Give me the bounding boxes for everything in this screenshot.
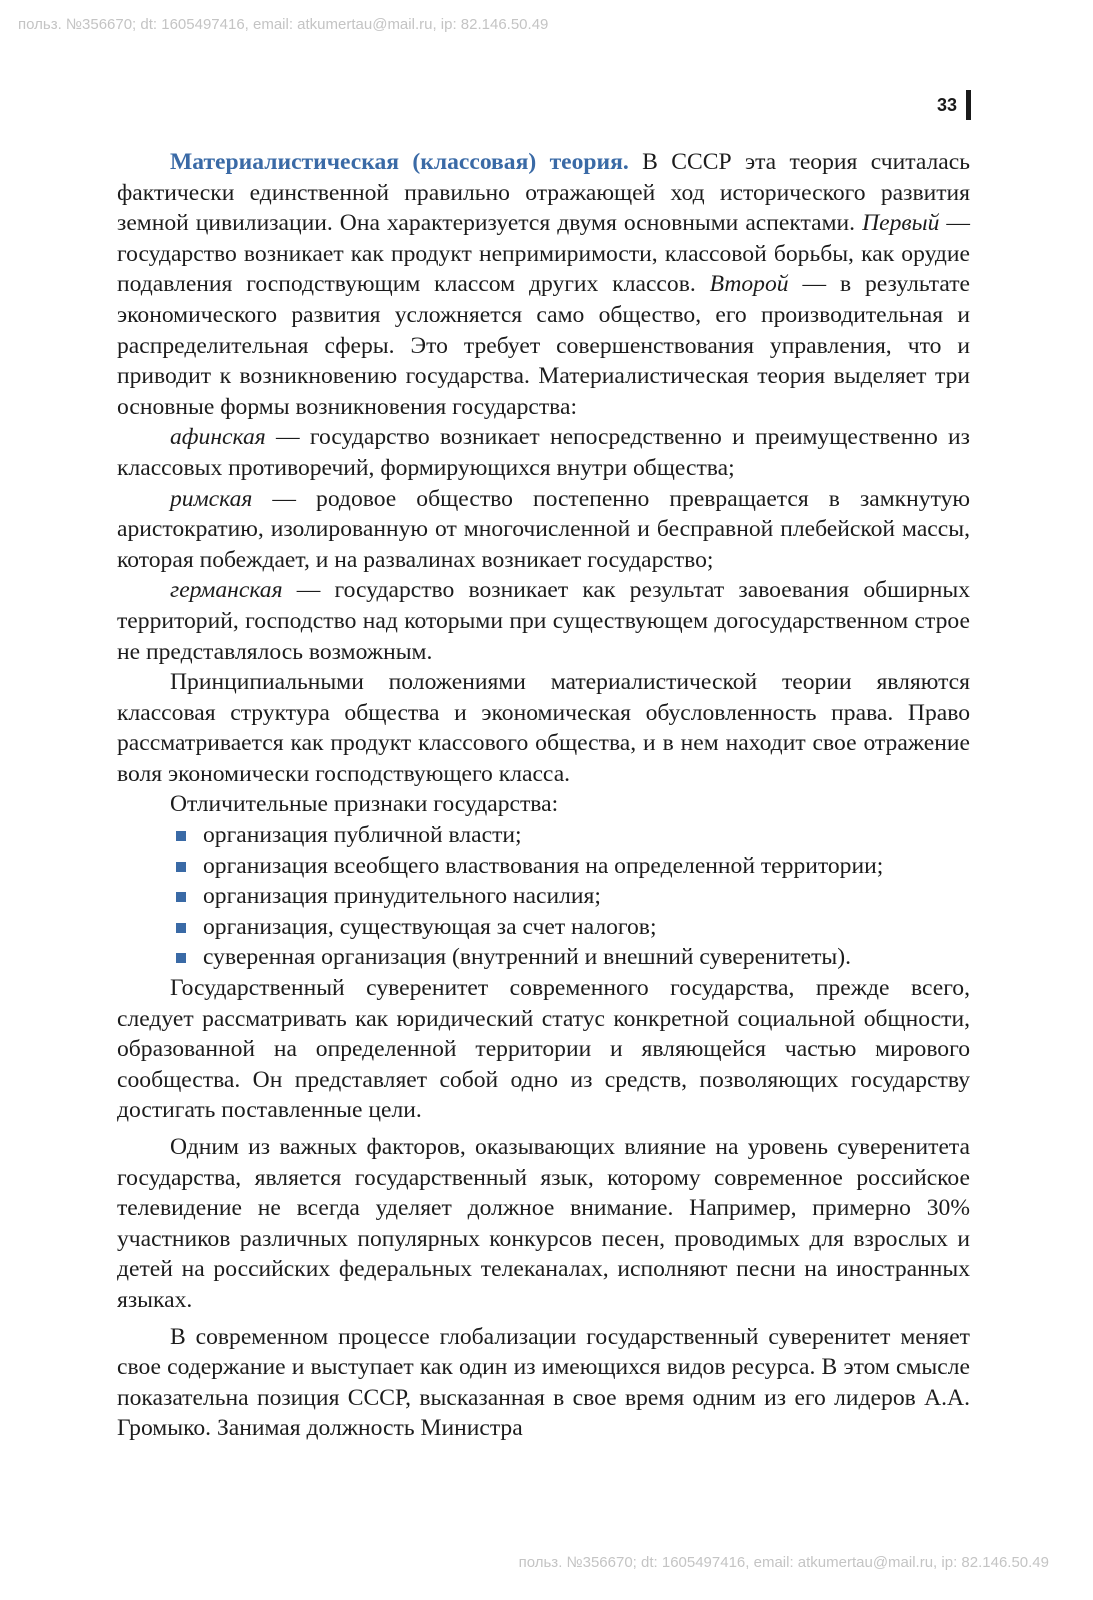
form-roman — [117, 484, 970, 576]
page-number-label: 33 — [936, 94, 957, 115]
globalization-paragraph: В современном процессе глобализации государственный суверенитет меняет свое содержание и выступает как один из имеющихся видов ресурса. В этом смысле показательна позиция СССР, высказанная в свое время одним из его лидеров А.А. Громыко. Занимая должность Министра — [117, 1323, 970, 1442]
intro-text-2: — государство возникает как продукт непримиримости, классовой борьбы, как орудие подавления господствующим классом других классов. — [117, 210, 970, 298]
form-athenian — [117, 422, 970, 483]
features-list — [117, 820, 970, 973]
watermark-bottom: польз. №356670; dt: 1605497416, email: atkumertau@mail.ru, ip: 82.146.50.49 — [518, 1554, 1049, 1571]
list-item-text: организация принудительного насилия; — [203, 883, 601, 910]
watermark-top: польз. №356670; dt: 1605497416, email: atkumertau@mail.ru, ip: 82.146.50.49 — [18, 16, 549, 33]
list-item-text: организация публичной власти; — [203, 822, 522, 849]
form-term: афинская — [170, 424, 266, 451]
page-number-bar — [966, 90, 971, 120]
form-term: римская — [170, 485, 253, 512]
square-bullet-icon — [176, 862, 186, 872]
intro-term-second: Второй — [709, 271, 789, 298]
section-heading: Материалистическая (классовая) теория. — [170, 149, 629, 175]
page-number — [937, 90, 971, 120]
features-title: Отличительные признаки государства: — [170, 791, 559, 818]
language-paragraph: Одним из важных факторов, оказывающих влияние на уровень суверенитета государства, является государственный язык, которому современное российское телевидение не всегда уделяет должное внимание. Например, примерно 30% участников различных популярных конкурсов песен, проводимых для взрослых и детей на российских федеральных телеканалах, исполняют песни на иностранных языках. — [117, 1134, 970, 1313]
list-item — [117, 851, 970, 882]
form-germanic — [117, 575, 970, 667]
intro-text-1: В СССР эта теория считалась фактически единственной правильно отражающей ход исторического развития земной цивилизации. Она характеризуется двумя основными аспектами. — [117, 149, 970, 237]
page-body — [117, 147, 970, 1444]
square-bullet-icon — [176, 831, 186, 841]
square-bullet-icon — [176, 953, 186, 963]
principles-paragraph: Принципиальными положениями материалистической теории являются классовая структура общества и экономическая обусловленность права. Право рассматривается как продукт классового общества, и в нем находит свое отражение воля экономически господствующего класса. — [117, 669, 970, 787]
list-item — [117, 881, 970, 912]
form-text: — государство возникает непосредственно и преимущественно из классовых противоречий, формирующихся внутри общества; — [117, 424, 970, 481]
list-item — [117, 820, 970, 851]
list-item — [117, 942, 970, 973]
list-item-text: организация, существующая за счет налогов; — [203, 913, 657, 940]
list-item — [117, 912, 970, 943]
list-item-text: суверенная организация (внутренний и внешний суверенитеты). — [203, 944, 852, 971]
sovereignty-paragraph: Государственный суверенитет современного государства, прежде всего, следует рассматривать как юридический статус конкретной социальной общности, образованной на определенной территории и являющейся частью мирового сообщества. Он представляет собой одно из средств, позволяющих государству достигать поставленные цели. — [117, 975, 970, 1124]
form-text: — государство возникает как результат завоевания обширных территорий, господство над которыми при существующем догосударственном строе не представлялось возможным. — [117, 577, 970, 665]
intro-term-first: Первый — [862, 210, 940, 237]
square-bullet-icon — [176, 892, 186, 902]
intro-text-3: — в результате экономического развития усложняется само общество, его производительная и распределительная сферы. Это требует совершенствования управления, что и приводит к возникновению государства. Материалистическая теория выделяет три основные формы возникновения государства: — [117, 271, 971, 420]
form-term: германская — [170, 577, 283, 604]
intro-paragraph — [117, 147, 970, 422]
square-bullet-icon — [176, 923, 186, 933]
form-text: — родовое общество постепенно превращается в замкнутую аристократию, изолированную от многочисленной и бесправной плебейской массы, которая побеждает, и на развалинах возникает государство; — [117, 485, 970, 573]
list-item-text: организация всеобщего властвования на определенной территории; — [203, 852, 884, 879]
